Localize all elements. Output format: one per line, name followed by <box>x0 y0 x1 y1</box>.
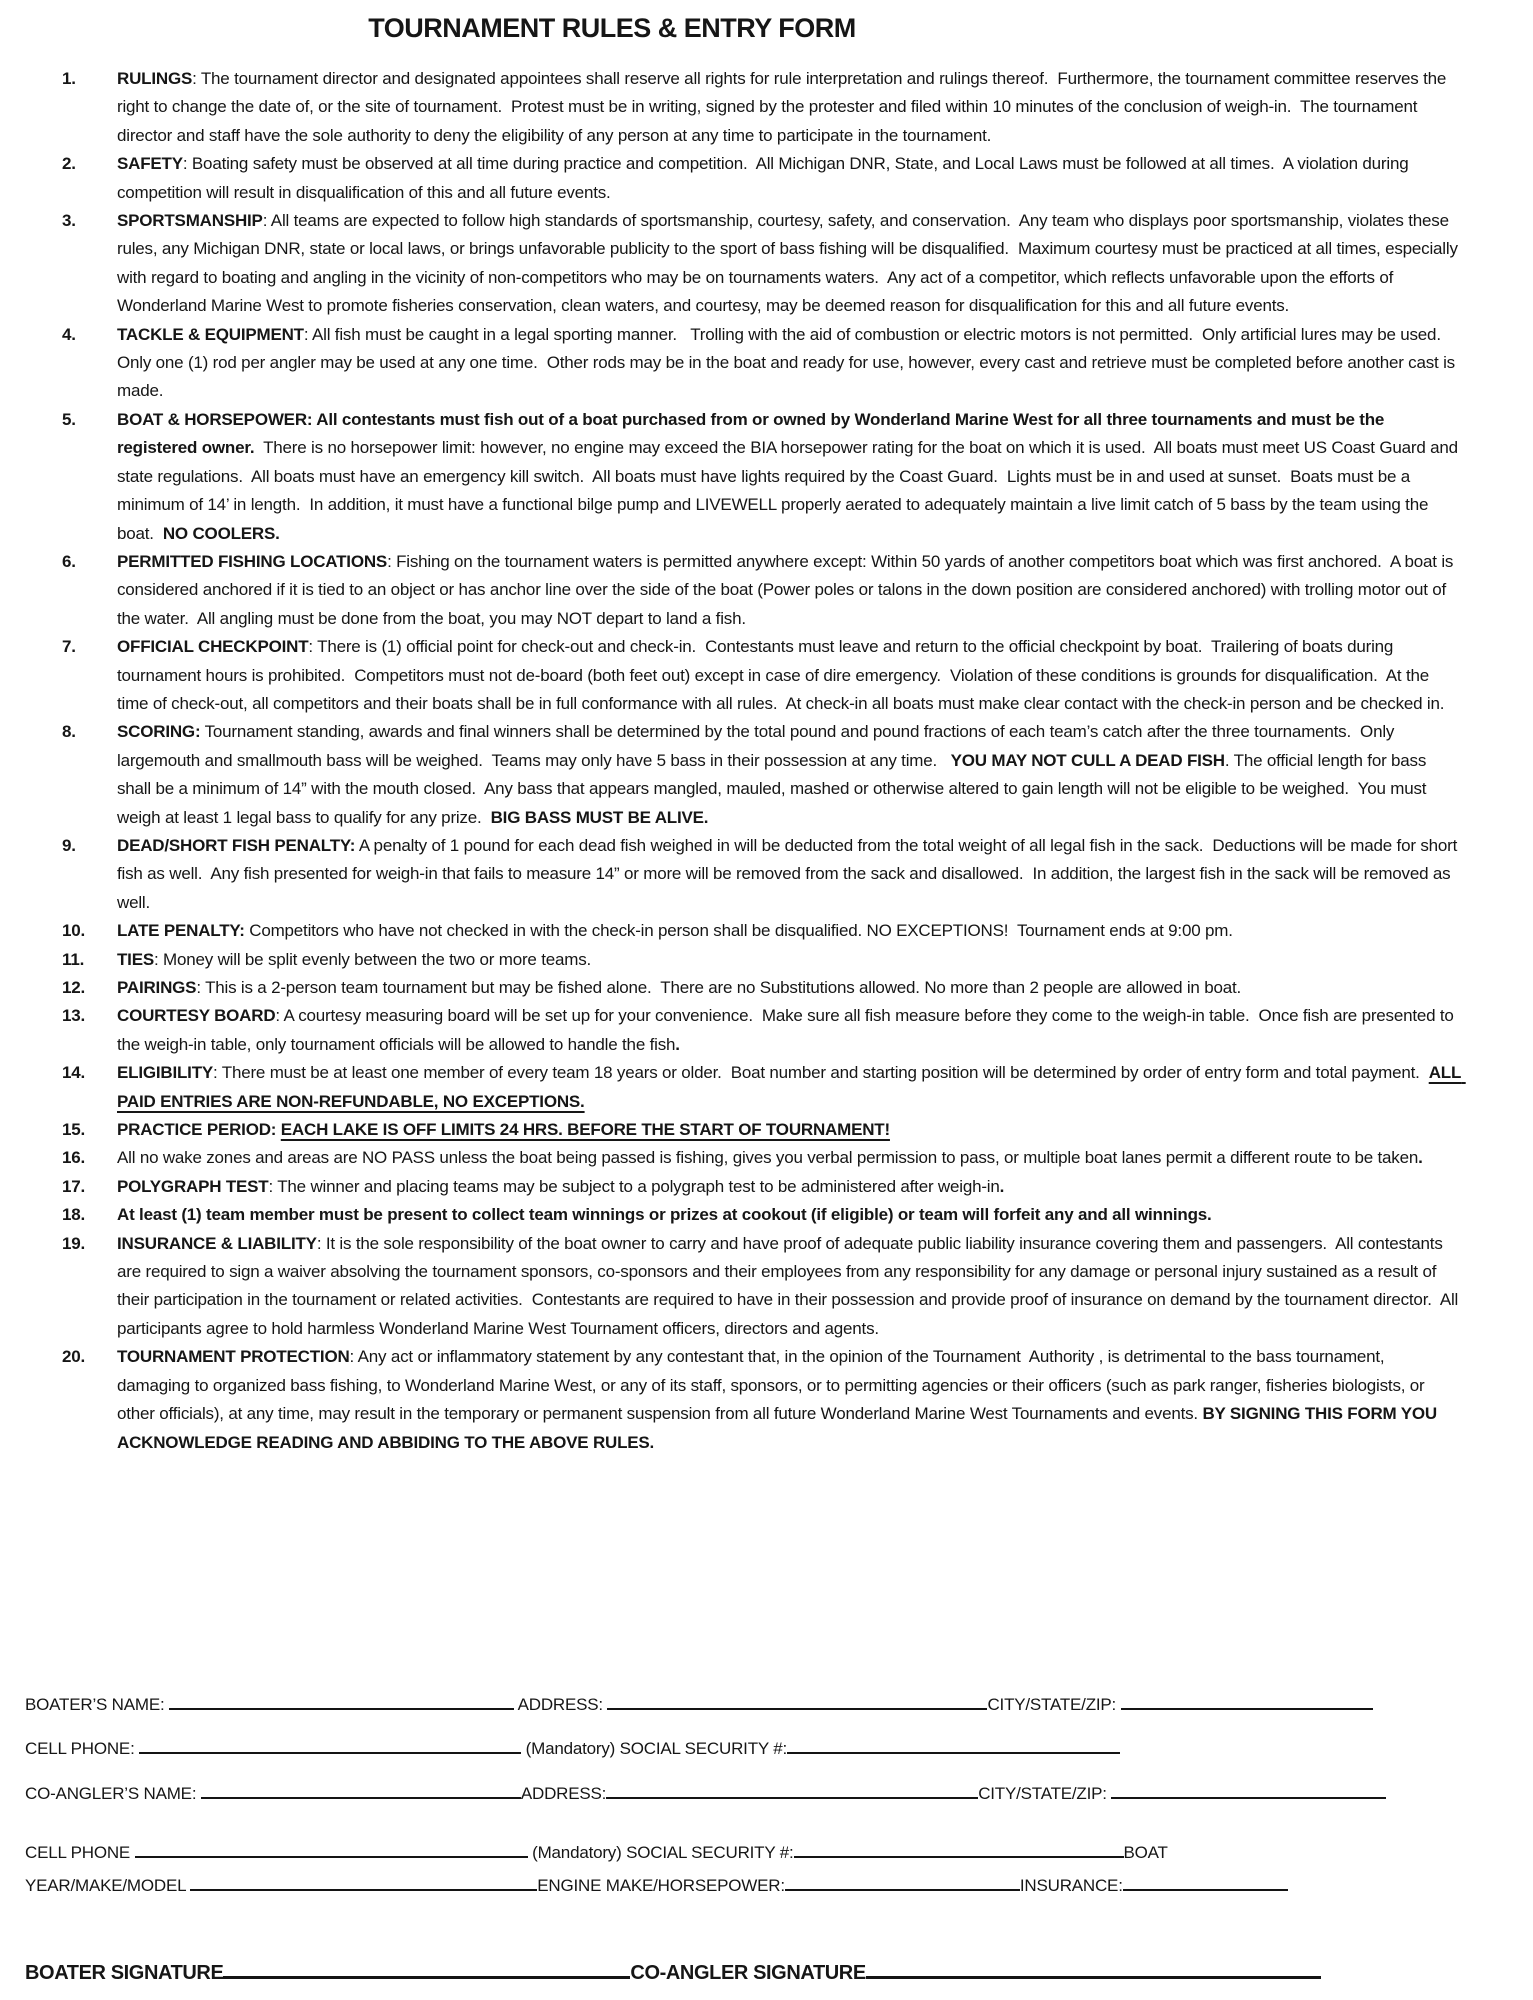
rule-number: 13. <box>62 1006 86 1026</box>
boater-cell-phone-blank <box>139 1737 521 1754</box>
boater-phone-row <box>25 1737 1120 1759</box>
boat-year-make-model-blank <box>190 1874 537 1891</box>
rule-text: All no wake zones and areas are NO PASS unless the boat being passed is fishing, gives you verbal permission to pass, or multiple boat lanes permit a different route to be taken. <box>117 1148 1423 1168</box>
rule-number: 17. <box>62 1176 86 1196</box>
boater-address-blank <box>607 1693 987 1710</box>
co-angler-info-row <box>25 1782 1386 1804</box>
rule-item <box>0 974 1533 1002</box>
rule-text: SAFETY: Boating safety must be observed at all time during practice and competition. All Michigan DNR, State, and Local Laws must be followed at all times. A violation during competition will result in disqualification of this and all future events. <box>117 154 1414 202</box>
rule-item <box>0 548 1533 633</box>
co-angler-name-blank <box>201 1782 521 1799</box>
boat-year-make-model-label: YEAR/MAKE/MODEL <box>25 1876 191 1895</box>
signature-row <box>25 1958 1321 1985</box>
rule-item <box>0 718 1533 832</box>
rule-item <box>0 946 1533 974</box>
engine-make-horsepower-blank <box>785 1874 1020 1891</box>
co-angler-signature-label: CO-ANGLER SIGNATURE <box>630 1962 866 1984</box>
co-angler-ssn-label: (Mandatory) SOCIAL SECURITY #: <box>527 1843 794 1862</box>
rule-number: 19. <box>62 1233 86 1253</box>
boater-signature-blank <box>223 1958 630 1979</box>
rule-number: 15. <box>62 1120 86 1140</box>
rule-item <box>0 65 1533 150</box>
rule-number: 7. <box>62 637 76 657</box>
rule-number: 18. <box>62 1205 86 1225</box>
co-angler-address-label: ADDRESS: <box>520 1784 607 1803</box>
rule-text: OFFICIAL CHECKPOINT: There is (1) official point for check-out and check-in. Contestants must leave and return to the official checkpoint by boat. Trailering of boats during tournament hours is prohibited. Competitors must not de-board (both feet out) except in case of dire emergency. Violation of these conditions is grounds for disqualification. At the time of check-out, all competitors and their boats shall be in full conformance with all rules. At check-in all boats must make clear contact with the check-in person and be checked in. <box>117 637 1445 713</box>
rule-item <box>0 1343 1533 1457</box>
rule-number: 11. <box>62 949 85 969</box>
rule-item <box>0 1230 1533 1344</box>
rule-item <box>0 406 1533 548</box>
co-angler-phone-row <box>25 1841 1168 1863</box>
boater-city-state-zip-label: CITY/STATE/ZIP: <box>987 1695 1121 1714</box>
rule-text: LATE PENALTY: Competitors who have not checked in with the check-in person shall be disqualified. NO EXCEPTIONS! Tournament ends at 9:00 pm. <box>117 921 1233 941</box>
boater-name-label: BOATER’S NAME: <box>25 1695 170 1714</box>
rule-text: PRACTICE PERIOD: EACH LAKE IS OFF LIMITS 24 HRS. BEFORE THE START OF TOURNAMENT! <box>117 1120 890 1140</box>
rule-text: PAIRINGS: This is a 2-person team tournament but may be fished alone. There are no Substitutions allowed. No more than 2 people are allowed in boat. <box>117 978 1242 997</box>
rule-text: COURTESY BOARD: A courtesy measuring board will be set up for your convenience. Make sure all fish measure before they come to the weigh-in table. Once fish are presented to the weigh-in table, only tournament officials will be allowed to handle the fish. <box>117 1006 1459 1054</box>
engine-make-horsepower-label: ENGINE MAKE/HORSEPOWER: <box>537 1876 785 1895</box>
rule-number: 9. <box>62 835 76 855</box>
boater-name-blank <box>169 1693 514 1710</box>
rule-text: ELIGIBILITY: There must be at least one member of every team 18 years or older. Boat number and starting position will be determined by order of entry form and total payment. ALL PAID ENTRIES ARE NON-REFUNDABLE, NO EXCEPTIONS. <box>117 1063 1466 1111</box>
boater-signature-label: BOATER SIGNATURE <box>25 1962 224 1984</box>
rule-item <box>0 633 1533 718</box>
rule-text: PERMITTED FISHING LOCATIONS: Fishing on the tournament waters is permitted anywhere except: Within 50 yards of another competitors boat which was first anchored. A boat is considered anchored if it is tied to an object or has anchor line over the side of the boat (Power poles or talons in the down position are considered anchored) with trolling motor out of the water. All angling must be done from the boat, you may NOT depart to land a fish. <box>117 551 1458 628</box>
boat-info-row <box>25 1874 1288 1896</box>
rule-item <box>0 1059 1533 1116</box>
rule-number: 1. <box>62 69 76 88</box>
boater-address-label: ADDRESS: <box>514 1695 608 1714</box>
rule-item <box>0 321 1533 406</box>
rule-item <box>0 1144 1533 1172</box>
insurance-label: INSURANCE: <box>1019 1876 1123 1895</box>
co-angler-signature-blank <box>866 1958 1321 1979</box>
co-angler-name-label: CO-ANGLER’S NAME: <box>25 1784 201 1803</box>
rule-text: DEAD/SHORT FISH PENALTY: A penalty of 1 pound for each dead fish weighed in will be deducted from the total weight of all legal fish in the sack. Deductions will be made for short fish as well. Any fish presented for weigh-in that fails to measure 14” or more will be removed from the sack and disallowed. In addition, the largest fish in the sack will be removed as well. <box>117 835 1462 912</box>
boater-cell-phone-label: CELL PHONE: <box>25 1739 140 1758</box>
boater-city-state-zip-blank <box>1121 1693 1373 1710</box>
rules-list <box>0 65 1533 1457</box>
co-angler-city-state-zip-label: CITY/STATE/ZIP: <box>978 1784 1112 1803</box>
co-angler-city-state-zip-blank <box>1111 1782 1386 1799</box>
rule-number: 20. <box>62 1347 86 1367</box>
title-wrap <box>0 0 1224 44</box>
boater-info-row <box>25 1693 1373 1715</box>
rule-number: 2. <box>62 154 76 174</box>
rule-text: At least (1) team member must be present to collect team winnings or prizes at cookout (if eligible) or team will forfeit any and all winnings. <box>117 1205 1212 1225</box>
rule-item <box>0 1002 1533 1059</box>
co-angler-cell-phone-label: CELL PHONE <box>25 1843 135 1862</box>
rule-number: 12. <box>62 978 86 997</box>
rule-text: TOURNAMENT PROTECTION: Any act or inflammatory statement by any contestant that, in the opinion of the Tournament Authority , is detrimental to the bass tournament, damaging to organized bass fishing, to Wonderland Marine West, or any of its staff, sponsors, or to permitting agencies or their officers (such as park ranger, fisheries biologists, or other officials), at any time, may result in the temporary or permanent suspension from all future Wonderland Marine West Tournaments and events. BY SIGNING THIS FORM YOU ACKNOWLEDGE READING AND ABBIDING TO THE ABOVE RULES. <box>117 1347 1441 1452</box>
rule-item <box>0 150 1533 207</box>
rule-number: 16. <box>62 1148 86 1168</box>
rule-item <box>0 917 1533 945</box>
rule-text: SPORTSMANSHIP: All teams are expected to follow high standards of sportsmanship, courtesy, safety, and conservation. Any team who displays poor sportsmanship, violates these rules, any Michigan DNR, state or local laws, or brings unfavorable publicity to the sport of bass fishing will be disqualified. Maximum courtesy must be practiced at all times, especially with regard to boating and angling in the vicinity of non-competitors who may be on tournaments waters. Any act of a competitor, which reflects unfavorable upon the efforts of Wonderland Marine West to promote fisheries conservation, clean waters, and courtesy, may be deemed reason for disqualification for this and all future events. <box>117 211 1463 316</box>
insurance-blank <box>1123 1874 1288 1891</box>
rule-item <box>0 1173 1533 1201</box>
rule-item <box>0 1116 1533 1144</box>
rule-item <box>0 1201 1533 1229</box>
rule-text: TACKLE & EQUIPMENT: All fish must be caught in a legal sporting manner. Trolling with the aid of combustion or electric motors is not permitted. Only artificial lures may be used. Only one (1) rod per angler may be used at any one time. Other rods may be in the boat and ready for use, however, every cast and retrieve must be completed before another cast is made. <box>117 324 1460 401</box>
boat-label-label: BOAT <box>1123 1843 1168 1862</box>
rule-number: 10. <box>62 921 86 941</box>
rule-number: 4. <box>62 324 76 344</box>
boater-ssn-label: (Mandatory) SOCIAL SECURITY #: <box>521 1739 788 1758</box>
rule-text: RULINGS: The tournament director and designated appointees shall reserve all rights for rule interpretation and rulings thereof. Furthermore, the tournament committee reserves the right to change the date of, or the site of tournament. Protest must be in writing, signed by the protester and filed within 10 minutes of the conclusion of weigh-in. The tournament director and staff have the sole authority to deny the eligibility of any person at any time to participate in the tournament. <box>117 69 1451 145</box>
rule-number: 14. <box>62 1063 86 1083</box>
co-angler-ssn-blank <box>794 1841 1124 1858</box>
rule-text: TIES: Money will be split evenly between the two or more teams. <box>117 949 592 969</box>
rule-text: POLYGRAPH TEST: The winner and placing teams may be subject to a polygraph test to be administered after weigh-in. <box>117 1176 1005 1196</box>
rule-number: 5. <box>62 409 76 429</box>
co-angler-address-blank <box>606 1782 978 1799</box>
rule-item <box>0 832 1533 917</box>
boater-ssn-blank <box>787 1737 1120 1754</box>
rule-number: 6. <box>62 551 76 571</box>
rule-number: 8. <box>62 722 76 742</box>
rule-number: 3. <box>62 211 76 231</box>
document-title: TOURNAMENT RULES & ENTRY FORM <box>368 13 856 43</box>
co-angler-cell-phone-blank <box>135 1841 528 1858</box>
rule-text: SCORING: Tournament standing, awards and final winners shall be determined by the total pound and pound fractions of each team’s catch after the three tournaments. Only largemouth and smallmouth bass will be weighed. Teams may only have 5 bass in their possession at any time. YOU MAY NOT CULL A DEAD FISH. The official length for bass shall be a minimum of 14” with the mouth closed. Any bass that appears mangled, mauled, mashed or otherwise altered to gain length will not be eligible to be weighed. You must weigh at least 1 legal bass to qualify for any prize. BIG BASS MUST BE ALIVE. <box>117 722 1431 827</box>
rule-text: BOAT & HORSEPOWER: All contestants must fish out of a boat purchased from or owned by Wonderland Marine West for all three tournaments and must be the registered owner. There is no horsepower limit: however, no engine may exceed the BIA horsepower rating for the boat on which it is used. All boats must meet US Coast Guard and state regulations. All boats must have an emergency kill switch. All boats must have lights required by the Coast Guard. Lights must be in and used at sunset. Boats must be a minimum of 14’ in length. In addition, it must have a functional bilge pump and LIVEWELL properly aerated to adequately maintain a live limit catch of 5 bass by the team using the boat. NO COOLERS. <box>117 409 1463 543</box>
rule-item <box>0 207 1533 321</box>
rule-text: INSURANCE & LIABILITY: It is the sole responsibility of the boat owner to carry and have proof of adequate public liability insurance covering them and passengers. All contestants are required to sign a waiver absolving the tournament sponsors, co-sponsors and their employees from any responsibility for any damage or personal injury sustained as a result of their participation in the tournament or related activities. Contestants are required to have in their possession and provide proof of insurance on demand by the tournament director. All participants agree to hold harmless Wonderland Marine West Tournament officers, directors and agents. <box>117 1233 1463 1338</box>
